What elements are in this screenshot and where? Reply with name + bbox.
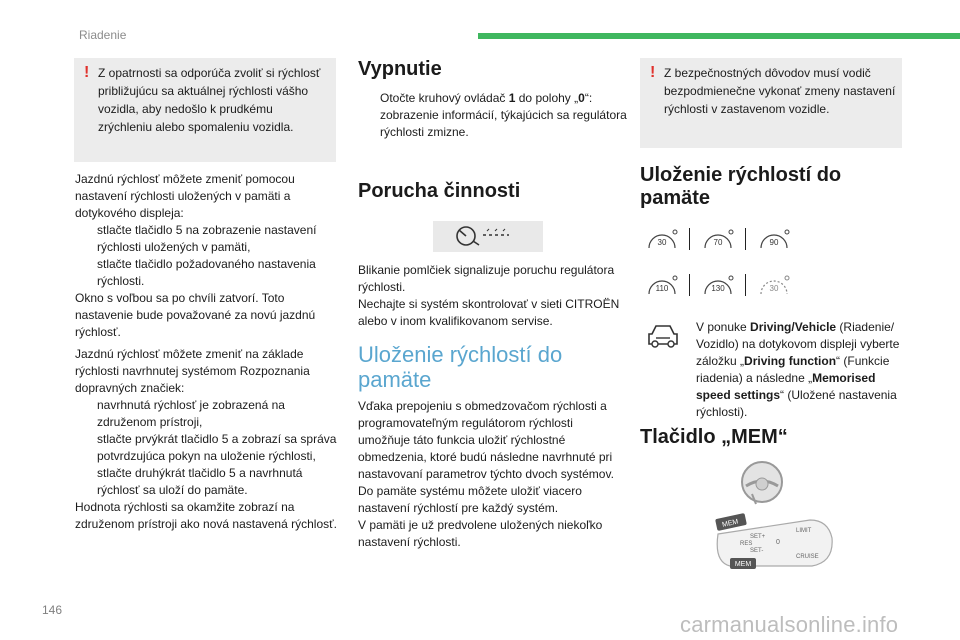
- speed-preset-icon: [757, 226, 791, 252]
- header-accent-bar: [478, 33, 960, 39]
- menu-instructions: V ponuke Driving/Vehicle (Riadenie/ Vozidlo) na dotykovom displeji vyberte záložku „Driving function“ (Funkcie riadenia) a následne „Memorised speed settings“ (Uložené nastavenia rýchlosti).: [696, 320, 900, 419]
- vehicle-menu-icon: [646, 322, 680, 352]
- warning-box-col3: [640, 58, 902, 148]
- cruise-stalk-illustration: [700, 458, 850, 583]
- speed-preset-icon: [757, 272, 791, 298]
- divider: [689, 274, 690, 296]
- list-item-text: stlačte druhýkrát tlačidlo 5 a navrhnutá rýchlosť sa uloží do pamäte.: [97, 466, 303, 497]
- switch-off-text: Otočte kruhový ovládač 1 do polohy „0“: zobrazenie informácií, týkajúcich sa regulátora rýchlosti zmizne.: [380, 91, 627, 139]
- list-item: [75, 465, 337, 499]
- svg-text:SET+: SET+: [750, 534, 766, 540]
- svg-text:30: 30: [769, 284, 779, 293]
- page-number: 146: [42, 603, 63, 617]
- svg-text:70: 70: [713, 238, 723, 247]
- speed-preset-icon: [645, 272, 679, 298]
- divider: [745, 274, 746, 296]
- svg-text:SET-: SET-: [750, 548, 764, 554]
- list-item: [75, 397, 337, 431]
- list-item-text: navrhnutá rýchlosť je zobrazená na združenom prístroji,: [97, 398, 285, 429]
- svg-text:110: 110: [655, 284, 669, 293]
- steering-stalk-diagram: [700, 458, 850, 583]
- divider: [745, 228, 746, 250]
- block-intro: Jazdnú rýchlosť môžete zmeniť na základe rýchlosti navrhnutej systémom Rozpoznania dopravných značiek:: [75, 347, 310, 395]
- list-item-text: stlačte tlačidlo 5 na zobrazenie nastavení rýchlosti uložených v pamäti,: [97, 223, 317, 254]
- malfunction-text: Blikanie pomlčiek signalizuje poruchu regulátora rýchlosti. Nechajte si systém skontrolovať v sieti CITROËN alebo v inom kvalifikovanom servise.: [358, 263, 620, 328]
- list-item: [75, 222, 337, 256]
- divider: [689, 228, 690, 250]
- svg-text:90: 90: [769, 238, 779, 247]
- speed-preset-icon: [701, 272, 735, 298]
- block-outro: Hodnota rýchlosti sa okamžite zobrazí na združenom prístroji ako nová nastavená rýchlosť.: [75, 500, 337, 531]
- memorised-speeds-panel: [640, 222, 800, 302]
- svg-text:130: 130: [711, 284, 725, 293]
- list-item: [75, 256, 337, 290]
- heading-mem-button: Tlačidlo „MEM“: [640, 426, 788, 448]
- block-intro: Jazdnú rýchlosť môžete zmeniť pomocou nastavení rýchlosti uložených v pamäti a dotykového displeja:: [75, 172, 295, 220]
- heading-speed-memory: Uloženie rýchlostí do pamäte: [358, 342, 563, 392]
- warning-icon: !: [84, 64, 90, 81]
- warning-text: Z bezpečnostných dôvodov musí vodič bezpodmienečne vykonať zmeny nastavení rýchlosti v zastavenom vozidle.: [664, 66, 896, 116]
- text-block-touchscreen: [75, 171, 337, 341]
- svg-text:MEM: MEM: [734, 561, 752, 568]
- svg-text:30: 30: [657, 238, 667, 247]
- warning-icon: !: [650, 64, 656, 81]
- svg-text:CRUISE: CRUISE: [796, 554, 819, 560]
- list-item-text: stlačte prvýkrát tlačidlo 5 a zobrazí sa správa potvrdzujúca pokyn na uloženie rýchlosti,: [97, 432, 337, 463]
- speed-memory-text: Vďaka prepojeniu s obmedzovačom rýchlosti a programovateľným regulátorom rýchlosti umožňuje táto funkcia uložiť rýchlostné obmedzenia, ktoré budú následne navrhnuté pri nastavovaní parametrov týchto dvoch systémov. Do pamäte systému môžete uložiť viacero nastavení rýchlostí pre každý systém. V pamäti je už predvolene uložených niekoľko nastavení rýchlosti.: [358, 399, 614, 549]
- svg-text:0: 0: [776, 539, 780, 546]
- heading-speed-memory-col3: Uloženie rýchlostí do pamäte: [640, 164, 842, 209]
- svg-text:RES: RES: [740, 541, 753, 547]
- warning-box-col1: [74, 58, 336, 162]
- section-title: Riadenie: [79, 28, 127, 42]
- warning-text: Z opatrnosti sa odporúča zvoliť si rýchlosť približujúcu sa aktuálnej rýchlosti vášho vozidla, aby nedošlo k prudkému zrýchleniu alebo spomaleniu vozidla.: [98, 66, 321, 134]
- block-outro: Okno s voľbou sa po chvíli zatvorí. Toto nastavenie bude považované za novú jazdnú rýchlosť.: [75, 291, 316, 339]
- heading-malfunction: Porucha činnosti: [358, 180, 521, 202]
- list-item: [75, 431, 337, 465]
- watermark: carmanualsonline.info: [680, 612, 899, 637]
- svg-text:MEM: MEM: [721, 518, 740, 529]
- text-block-sign-recognition: [75, 346, 337, 533]
- speed-preset-icon: [645, 226, 679, 252]
- cruise-fault-indicator: [433, 221, 543, 252]
- svg-text:LIMIT: LIMIT: [796, 528, 812, 534]
- heading-switch-off: Vypnutie: [358, 58, 442, 80]
- speed-preset-icon: [701, 226, 735, 252]
- list-item-text: stlačte tlačidlo požadovaného nastavenia rýchlosti.: [97, 257, 316, 288]
- speedometer-dashes-icon: [433, 221, 543, 252]
